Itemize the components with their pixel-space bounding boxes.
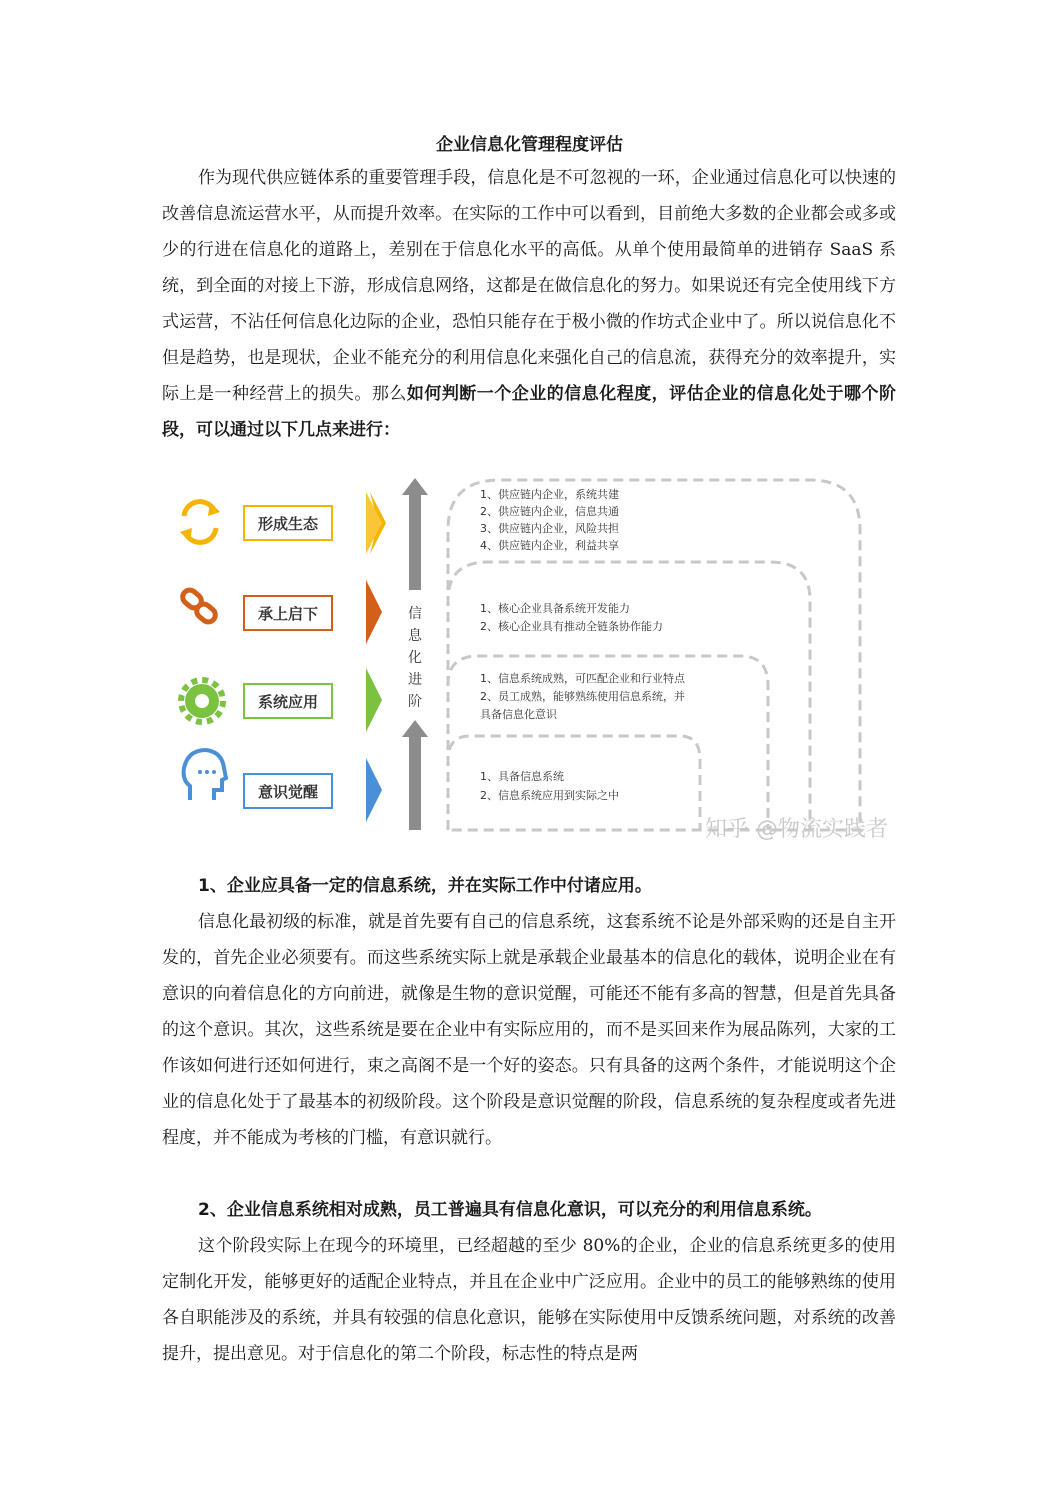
watermark: 知乎 @物流实践者: [705, 817, 888, 840]
section-paragraph-1: 信息化最初级的标准，就是首先要有自己的信息系统，这套系统不论是外部采购的还是自主开发的，首先企业必须要有。而这些系统实际上就是承载企业最基本的信息化的载体，说明企业在有意识的向着信息化的方向前进，就像是生物的意识觉醒，可能还不能有多高的智慧，但是首先具备的这个意识。其次，这些系统是要在企业中有实际应用的，而不是买回来作为展品陈列，大家的工作该如何进行还如何进行，束之高阁不是一个好的姿态。只有具备的这两个条件，才能说明这个企业的信息化处于了最基本的初级阶段。这个阶段是意识觉醒的阶段，信息系统的复杂程度或者先进程度，并不能成为考核的门槛，有意识就行。: [162, 912, 896, 1148]
axis-label-char: 进: [408, 672, 422, 688]
stage-item: 1、信息系统成熟，可匹配企业和行业特点: [480, 672, 685, 685]
stage-arrow: [366, 580, 382, 644]
stage-item: 4、供应链内企业，利益共享: [480, 539, 619, 552]
intro-text: 作为现代供应链体系的重要管理手段，信息化是不可忽视的一环，企业通过信息化可以快速的改善信息流运营水平，从而提升效率。在实际的工作中可以看到，目前绝大多数的企业都会或多或少的行进在信息化的道路上，差别在于信息化水平的高低。从单个使用最简单的进销存 SaaS 系统，到全面的对接上下游，形成信息网络，这都是在做信息化的努力。如果说还有完全使用线下方式运营，不沾任何信息化边际的企业，恐怕只能存在于极小微的作坊式企业中了。所以说信息化不但是趋势，也是现状，企业不能充分的利用信息化来强化自己的信息流，获得充分的效率提升，实际上是一种经营上的损失。那么: [162, 168, 896, 404]
section-heading-1: 1、企业应具备一定的信息系统，并在实际工作中付诸应用。: [198, 876, 652, 896]
stage-label-awareness: 意识觉醒: [257, 783, 319, 801]
head-idea-icon: [184, 750, 226, 800]
section-heading-2: 2、企业信息系统相对成熟，员工普遍具有信息化意识，可以充分的利用信息系统。: [198, 1200, 822, 1220]
axis-label-char: 信: [408, 606, 422, 622]
intro-bold-text: 如何判断一个企业的信息化程度，评估企业的信息化处于哪个阶段，可以通过以下几点来进行：: [162, 384, 897, 440]
stage-item: 2、信息系统应用到实际之中: [480, 789, 619, 802]
stage-item: 3、供应链内企业，风险共担: [480, 522, 619, 535]
stage-arrow: [366, 758, 382, 822]
informatization-stage-diagram: [170, 470, 900, 840]
stage-row-system: [181, 668, 686, 732]
stage-item: 1、具备信息系统: [480, 770, 564, 783]
stage-item: 2、核心企业具有推动全链条协作能力: [480, 620, 663, 633]
stage-label-system: 系统应用: [257, 693, 319, 711]
stage-label-bridge: 承上启下: [257, 605, 319, 623]
frame-stage-1: [448, 736, 700, 830]
gear-icon: [181, 680, 223, 722]
stage-row-ecosystem: [180, 487, 619, 554]
stage-item: 1、核心企业具备系统开发能力: [480, 602, 630, 615]
stage-arrow: [366, 668, 382, 732]
axis-label-char: 阶: [408, 694, 422, 710]
chain-link-icon: [180, 587, 218, 625]
stage-item: 2、供应链内企业，信息共通: [480, 505, 619, 518]
stage-label-ecosystem: 形成生态: [257, 515, 319, 533]
intro-paragraph: [162, 160, 896, 448]
axis-arrow-up: [402, 478, 428, 590]
document-title: 企业信息化管理程度评估: [436, 135, 623, 155]
section-paragraph-2: 这个阶段实际上在现今的环境里，已经超越的至少 80%的企业，企业的信息系统更多的使用定制化开发，能够更好的适配企业特点，并且在企业中广泛应用。企业中的员工的能够熟练的使用各自职能涉及的系统，并具有较强的信息化意识，能够在实际使用中反馈系统问题，对系统的改善提升，提出意见。对于信息化的第二个阶段，标志性的特点是两: [162, 1236, 896, 1364]
stage-row-awareness: [184, 750, 619, 822]
progress-axis: [402, 478, 428, 830]
axis-label-char: 化: [408, 650, 422, 666]
cycle-arrows-icon: [180, 502, 220, 543]
stage-item: 2、员工成熟，能够熟练使用信息系统，并: [480, 690, 685, 703]
axis-arrow-lower: [402, 720, 428, 830]
stage-item: 具备信息化意识: [480, 708, 557, 721]
axis-label-char: 息: [408, 628, 422, 644]
stage-item: 1、供应链内企业，系统共建: [480, 488, 619, 501]
